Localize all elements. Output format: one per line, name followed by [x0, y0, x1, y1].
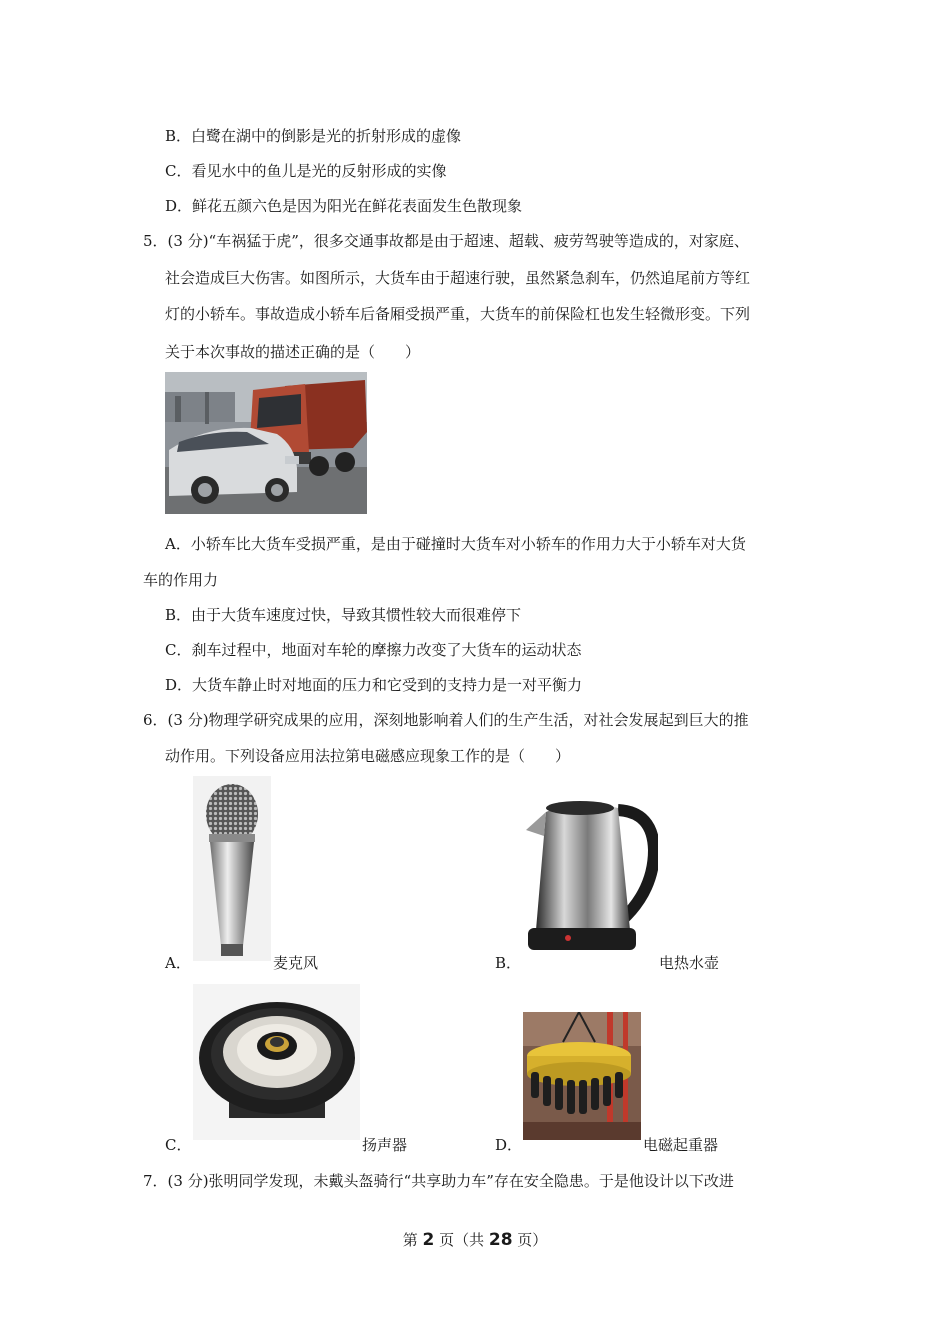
q5-option-a-line1: A．小轿车比大货车受损严重，是由于碰撞时大货车对小轿车的作用力大于小轿车对大货 [165, 535, 746, 553]
loudspeaker-image [193, 984, 360, 1140]
q6-option-a-letter: A． [165, 954, 191, 972]
electric-kettle-image [518, 790, 658, 960]
footer-suffix: 页） [512, 1231, 548, 1249]
q5-option-c: C．刹车过程中，地面对车轮的摩擦力改变了大货车的运动状态 [165, 641, 582, 659]
q5-option-d: D．大货车静止时对地面的压力和它受到的支持力是一对平衡力 [165, 676, 583, 694]
q6-option-b-letter: B． [495, 954, 522, 972]
microphone-image [193, 776, 271, 961]
footer-prefix: 第 [402, 1231, 423, 1249]
electromagnetic-crane-image [523, 1012, 641, 1140]
q6-option-d-label: 电磁起重器 [643, 1136, 719, 1154]
q6-option-c-letter: C． [165, 1136, 192, 1154]
q7-stem-line1: 7．(3 分)张明同学发现，未戴头盔骑行“共享助力车”存在安全隐患。于是他设计以下改进 [143, 1172, 734, 1190]
q5-stem-line2: 社会造成巨大伤害。如图所示，大货车由于超速行驶，虽然紧急刹车，仍然追尾前方等红 [165, 269, 751, 287]
q5-stem-line3: 灯的小轿车。事故造成小轿车后备厢受损严重，大货车的前保险杠也发生轻微形变。下列 [165, 305, 751, 323]
q4-option-d: D．鲜花五颜六色是因为阳光在鲜花表面发生色散现象 [165, 197, 523, 215]
q5-option-a-line2: 车的作用力 [143, 571, 219, 589]
q6-option-a-label: 麦克风 [273, 954, 319, 972]
q4-option-c: C．看见水中的鱼儿是光的反射形成的实像 [165, 162, 447, 180]
q5-stem-line1: 5．(3 分)“车祸猛于虎”，很多交通事故都是由于超速、超载、疲劳驾驶等造成的，对家庭、 [143, 232, 749, 250]
footer-middle: 页（共 [434, 1231, 489, 1249]
total-page-count: 28 [488, 1230, 513, 1250]
truck-accident-photo [165, 372, 367, 514]
current-page-number: 2 [422, 1230, 435, 1250]
q6-option-c-label: 扬声器 [362, 1136, 408, 1154]
q5-stem-line4: 关于本次事故的描述正确的是（ ） [165, 343, 421, 361]
q6-stem-line2: 动作用。下列设备应用法拉第电磁感应现象工作的是（ ） [165, 747, 571, 765]
q6-option-d-letter: D． [495, 1136, 523, 1154]
q5-option-b: B．由于大货车速度过快，导致其惯性较大而很难停下 [165, 606, 522, 624]
q6-option-b-label: 电热水壶 [659, 954, 720, 972]
q6-stem-line1: 6．(3 分)物理学研究成果的应用，深刻地影响着人们的生产生活，对社会发展起到巨大的推 [143, 711, 749, 729]
page-footer [0, 1229, 950, 1250]
q4-option-b: B．白鹭在湖中的倒影是光的折射形成的虚像 [165, 127, 462, 145]
